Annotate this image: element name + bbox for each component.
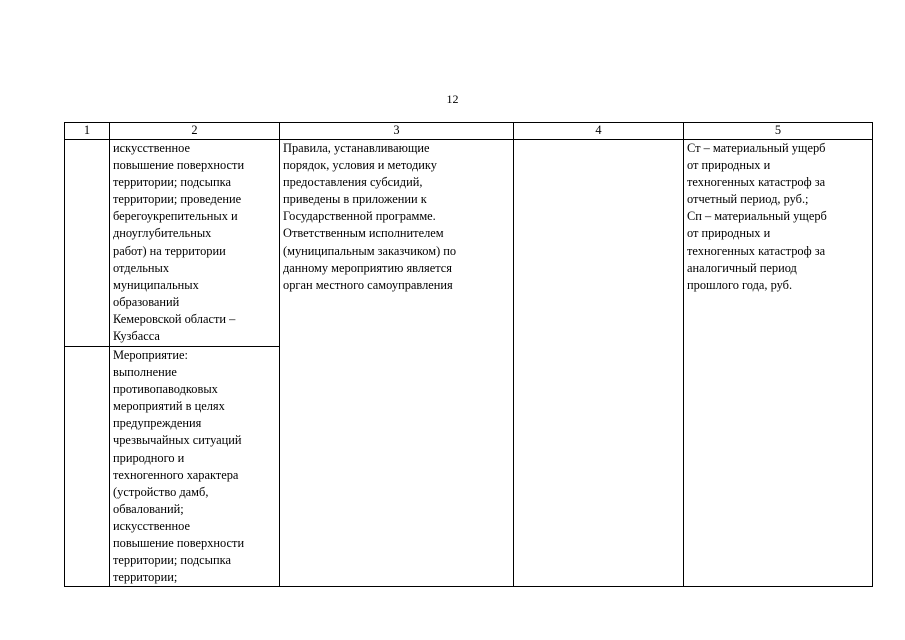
- column-header-1: 1: [65, 123, 110, 140]
- document-table: [64, 122, 873, 587]
- column-header-5: 5: [684, 123, 873, 140]
- table-cell-rules-col3: [280, 140, 514, 587]
- table-row: [65, 140, 873, 347]
- cell-text: искусственное повышение поверхности территории; подсыпка территории; проведение берегоукрепительных и дноуглубительных работ) на территории отдельных муниципальных образований Кемеровской области – Кузбасса: [113, 141, 245, 344]
- table-cell-col4: [514, 140, 684, 587]
- column-header-4: 4: [514, 123, 684, 140]
- table-cell-formula-col5: [684, 140, 873, 587]
- column-header-3: 3: [280, 123, 514, 140]
- table-cell-row1-col1: [65, 140, 110, 347]
- table-cell-row1-col2: [110, 140, 280, 347]
- cell-text: Мероприятие: выполнение противопаводковых мероприятий в целях предупреждения чрезвычайных ситуаций природного и техногенного характера (устройство дамб, обвалований; искусственное повышение поверхности территории; подсыпка территории;: [113, 348, 245, 585]
- table-cell-row2-col2: [110, 347, 280, 587]
- page-number: 12: [446, 92, 459, 106]
- table-cell-row2-col1: [65, 347, 110, 587]
- column-header-2: 2: [110, 123, 280, 140]
- cell-text: Правила, устанавливающие порядок, условия и методику предоставления субсидий, приведены в приложении к Государственной программе. Ответственным исполнителем (муниципальным заказчиком) по данному мероприятию является орган местного самоуправления: [283, 141, 457, 292]
- table-header-row: [65, 123, 873, 140]
- cell-text: Ст – материальный ущерб от природных и техногенных катастроф за отчетный период, руб.; Сп – материальный ущерб от природных и техногенных катастроф за аналогичный период прошлого года, руб.: [687, 141, 827, 292]
